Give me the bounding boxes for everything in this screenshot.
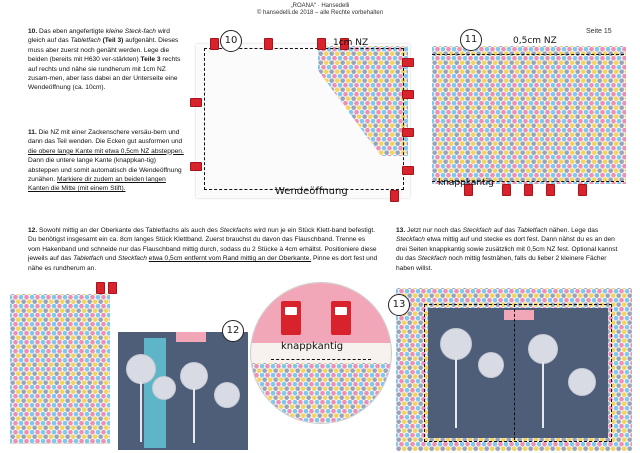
photo10-label-opening: Wendeöffnung	[275, 186, 348, 197]
photo-step12	[10, 282, 390, 453]
photo12-number: 12	[222, 320, 244, 342]
photo10-label-nz: 1cm NZ	[333, 38, 369, 48]
photo12-label-edge: knappkantig	[281, 341, 344, 352]
step13-number: 13.	[396, 227, 406, 234]
photo13-number: 13	[388, 294, 410, 316]
page-number: Seite 15	[586, 28, 612, 35]
photo-step11	[428, 34, 628, 196]
step11-text: 11. Die NZ mit einer Zackenschere versäu-bern und dann das Teil wenden. Die Ecken gut ausformen und die obere lange Kante mit etwa 0,5cm NZ absteppen. Dann die untere lange Kante (knappkan-tig) absteppen und somit automatisch die Wendeöffnung zunähen. Markiere dir zudem an beiden langen Kanten die Mitte (mit einem Stift).	[28, 129, 184, 193]
step10-text: 10. Das eben angefertigte kleine Steck-fach wird gleich auf das Tabletfach (Teil 3) aufgenäht. Dieses muss aber zuerst noch genäht werden. Lege die beiden (bereits mit H630 ver-stärkten) Teile 3 rechts auf rechts und nähe sie rundherum mit 1cm NZ zusam-men, aber lass dabei an der Unterseite eine Wendeöffnung (ca. 10cm).	[28, 28, 181, 92]
photo11-number: 11	[460, 29, 482, 51]
photo-step10	[190, 35, 415, 203]
photo11-label-nz: 0,5cm NZ	[513, 36, 557, 46]
step10-number: 10.	[28, 28, 38, 35]
step12-number: 12.	[28, 227, 38, 234]
photo10-number: 10	[220, 30, 242, 52]
header-copyright: © hansedelli.de 2018 – alle Rechte vorbehalten	[256, 10, 384, 16]
page-header	[0, 3, 640, 17]
step12-text: 12. Sowohl mittig an der Oberkante des Tabletfachs als auch des Steckfachs wird nun je ein Stück Klett-band befestigt. Du benötigst insgesamt ein ca. 8cm langes Stück Klettband. Zuerst brauchst du davon das Flauschband. Trenne es vom Hakenband und schneide nur das Flauschband mittig durch, sodass du 2 Stücke à 4cm erhältst. Positioniere diese jeweils auf das Tabletfach und Steckfach etwa 0,5cm entfernt vom Rand mittig an der Oberkante. Pinne es dort fest und nähe es rundherum an.	[28, 227, 378, 272]
photo11-label-edge: knappkantig	[438, 178, 494, 188]
step13-text: 13. Jetzt nur noch das Steckfach auf das Tabletfach nähen. Lege das Steckfach etwa mittig auf und stecke es dort fest. Dann nähst du es an den drei Seiten knappkantig sowie zusätzlich mit 0,5cm NZ fest. Optional kannst du das Steckfach noch mittig festnähen, falls du lieber 2 kleinere Fächer haben willst.	[396, 227, 618, 272]
step11-number: 11.	[28, 129, 37, 136]
header-title: „ROANA“ · Hansedelli	[290, 3, 350, 9]
photo-step13	[392, 288, 632, 451]
